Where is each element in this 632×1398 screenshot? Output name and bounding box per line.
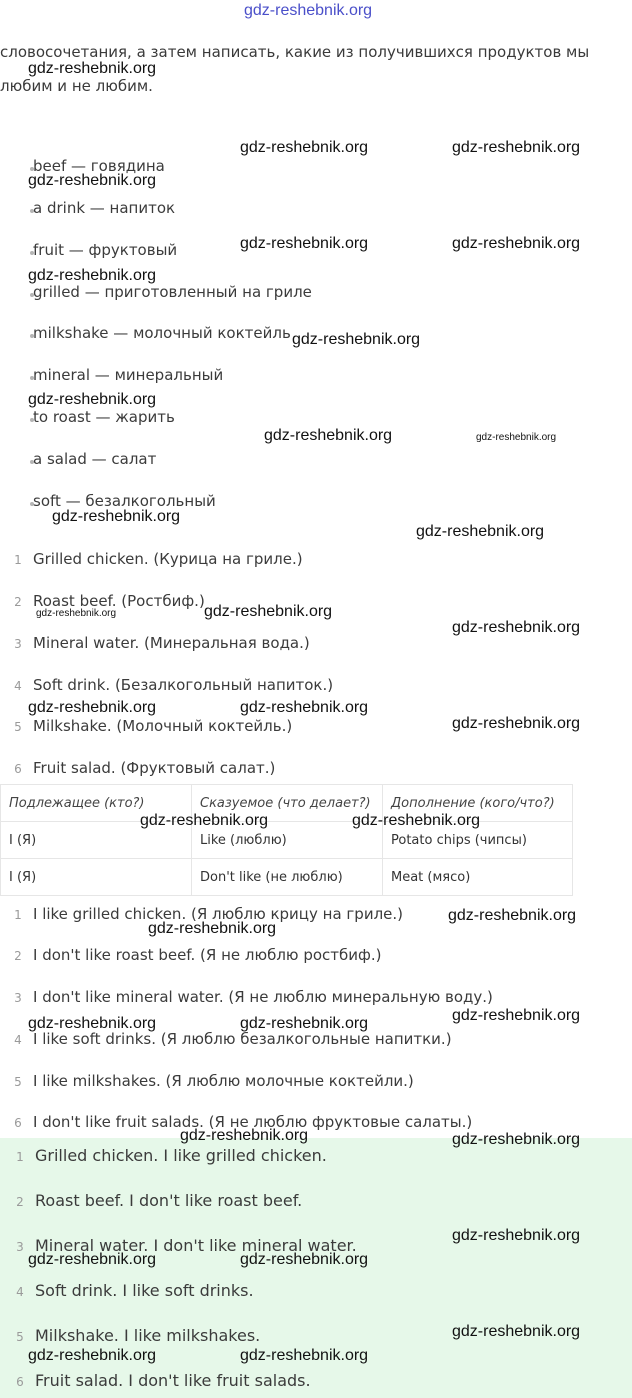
watermark: gdz-reshebnik.org (240, 1347, 369, 1364)
watermark: gdz-reshebnik.org (264, 427, 393, 444)
list-item: fruit — фруктовый (33, 241, 178, 259)
watermark: gdz-reshebnik.org (204, 603, 333, 620)
list-item: Mineral water. (Минеральная вода.) (33, 634, 310, 652)
list-item: Soft drink. I like soft drinks. (35, 1281, 254, 1300)
list-item: Fruit salad. I don't like fruit salads. (35, 1371, 311, 1390)
list-item: milkshake — молочный коктейль (33, 324, 291, 342)
table-cell: Like (люблю) (192, 822, 383, 859)
list-item: soft — безалкогольный (33, 492, 216, 510)
item-number: 1 (14, 553, 22, 567)
list-item: Roast beef. (Ростбиф.) (33, 592, 205, 610)
watermark: gdz-reshebnik.org (452, 1227, 581, 1244)
list-item: Grilled chicken. (Курица на гриле.) (33, 550, 303, 568)
watermark: gdz-reshebnik.org (452, 139, 581, 156)
watermark: gdz-reshebnik.org (36, 608, 117, 619)
table-cell: Meat (мясо) (383, 859, 573, 896)
list-item: I don't like fruit salads. (Я не люблю фруктовые салаты.) (33, 1113, 473, 1131)
list-item: Soft drink. (Безалкогольный напиток.) (33, 676, 334, 694)
list-item: mineral — минеральный (33, 366, 224, 384)
list-item: I don't like mineral water. (Я не люблю минеральную воду.) (33, 988, 493, 1006)
item-number: 1 (16, 1150, 24, 1164)
item-number: 2 (16, 1195, 24, 1209)
watermark: gdz-reshebnik.org (452, 235, 581, 252)
watermark: gdz-reshebnik.org (148, 920, 277, 937)
watermark: gdz-reshebnik.org (448, 907, 577, 924)
item-number: 5 (14, 720, 22, 734)
watermark: gdz-reshebnik.org (28, 699, 157, 716)
watermark: gdz-reshebnik.org (28, 1251, 157, 1268)
watermark: gdz-reshebnik.org (28, 267, 157, 284)
table-header-row (1, 785, 573, 822)
watermark: gdz-reshebnik.org (292, 331, 421, 348)
table-header-cell: Дополнение (кого/что?) (383, 785, 573, 822)
item-number: 4 (16, 1285, 24, 1299)
list-item: Milkshake. I like milkshakes. (35, 1326, 261, 1345)
item-number: 3 (14, 991, 22, 1005)
watermark: gdz-reshebnik.org (452, 1323, 581, 1340)
header-watermark: gdz-reshebnik.org (244, 2, 373, 19)
item-number: 2 (14, 949, 22, 963)
list-item: Fruit salad. (Фруктовый салат.) (33, 759, 276, 777)
item-number: 4 (14, 1033, 22, 1047)
list-item: a drink — напиток (33, 199, 176, 217)
watermark: gdz-reshebnik.org (416, 523, 545, 540)
table-cell: Don't like (не люблю) (192, 859, 383, 896)
intro-line-2: любим и не любим. (0, 77, 153, 95)
watermark: gdz-reshebnik.org (140, 812, 269, 829)
item-number: 6 (14, 762, 22, 776)
item-number: 4 (14, 679, 22, 693)
watermark: gdz-reshebnik.org (240, 1251, 369, 1268)
list-item: I like soft drinks. (Я люблю безалкогольные напитки.) (33, 1030, 452, 1048)
watermark: gdz-reshebnik.org (476, 432, 557, 443)
item-number: 3 (14, 637, 22, 651)
watermark: gdz-reshebnik.org (180, 1127, 309, 1144)
list-item: Grilled chicken. I like grilled chicken. (35, 1146, 327, 1165)
watermark: gdz-reshebnik.org (28, 172, 157, 189)
item-number: 3 (16, 1240, 24, 1254)
watermark: gdz-reshebnik.org (52, 508, 181, 525)
table-row (1, 859, 573, 896)
watermark: gdz-reshebnik.org (28, 1347, 157, 1364)
item-number: 6 (16, 1375, 24, 1389)
watermark: gdz-reshebnik.org (240, 139, 369, 156)
list-item: a salad — салат (33, 450, 157, 468)
watermark: gdz-reshebnik.org (240, 699, 369, 716)
table-header-cell: Подлежащее (кто?) (1, 785, 192, 822)
watermark: gdz-reshebnik.org (28, 391, 157, 408)
list-item: Milkshake. (Молочный коктейль.) (33, 717, 293, 735)
watermark: gdz-reshebnik.org (452, 1007, 581, 1024)
table-row (1, 822, 573, 859)
item-number: 6 (14, 1116, 22, 1130)
watermark: gdz-reshebnik.org (240, 1015, 369, 1032)
watermark: gdz-reshebnik.org (452, 715, 581, 732)
list-item: I don't like roast beef. (Я не люблю ростбиф.) (33, 946, 382, 964)
list-item: I like grilled chicken. (Я люблю крицу на гриле.) (33, 905, 404, 923)
list-item: to roast — жарить (33, 408, 175, 426)
watermark: gdz-reshebnik.org (352, 812, 481, 829)
watermark: gdz-reshebnik.org (28, 1015, 157, 1032)
list-item: grilled — приготовленный на гриле (33, 283, 312, 301)
item-number: 5 (16, 1330, 24, 1344)
item-number: 2 (14, 595, 22, 609)
table-cell: I (Я) (1, 822, 192, 859)
item-number: 1 (14, 908, 22, 922)
watermark: gdz-reshebnik.org (240, 235, 369, 252)
watermark: gdz-reshebnik.org (28, 60, 157, 77)
list-item: Roast beef. I don't like roast beef. (35, 1191, 303, 1210)
grammar-table (0, 784, 573, 896)
table-cell: I (Я) (1, 859, 192, 896)
table-cell: Potato chips (чипсы) (383, 822, 573, 859)
item-number: 5 (14, 1075, 22, 1089)
watermark: gdz-reshebnik.org (452, 619, 581, 636)
list-item: Mineral water. I don't like mineral water. (35, 1236, 357, 1255)
watermark: gdz-reshebnik.org (452, 1131, 581, 1148)
table-header-cell: Сказуемое (что делает?) (192, 785, 383, 822)
intro-line-1: словосочетания, а затем написать, какие из получившихся продуктов мы (0, 43, 590, 61)
list-item: beef — говядина (33, 157, 165, 175)
list-item: I like milkshakes. (Я люблю молочные коктейли.) (33, 1072, 414, 1090)
